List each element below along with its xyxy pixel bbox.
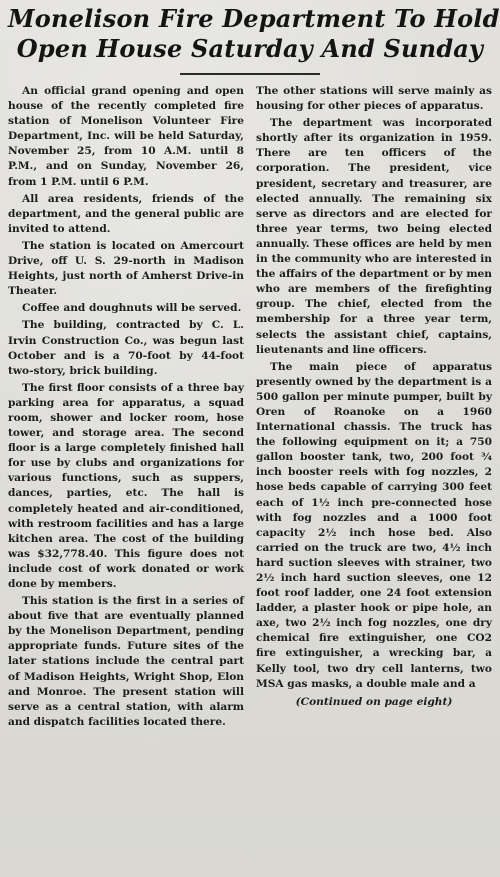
paragraph: An official grand opening and open house of the recently completed fire station of Monelison Volunteer Fire Department, Inc. will be held Saturday, November 25, from 10 A.M. until 8 P.M., and on Sunday, November 26, from 1 P.M. until 6 P.M.: [8, 85, 244, 188]
right-column: [256, 84, 492, 710]
paragraph: The building, contracted by C. L. Irvin Construction Co., was begun last October and is a 70-foot by 44-foot two-story, brick building.: [8, 319, 244, 377]
paragraph: The station is located on Amercourt Drive, off U. S. 29-north in Madison Heights, just north of Amherst Drive-in Theater.: [8, 239, 244, 298]
headline: [8, 4, 500, 64]
headline-line-1: Monelison Fire Department To Hold: [8, 4, 500, 33]
headline-rule: [180, 73, 320, 75]
paragraph: The department was incorporated shortly after its organization in 1959. There are ten officers of the corporation. The president, vice president, secretary and treasurer, are elected annually. The remaining six serve as directors and are elected for three year terms, two being elected annually. These offices are held by men in the community who are interested in the affairs of the department or by men who are members of the firefighting group. The chief, elected from the membership for a three year term, selects the assistant chief, captains, lieutenants and line officers.: [256, 117, 492, 356]
paragraph: The main piece of apparatus presently owned by the department is a 500 gallon per minute pumper, built by Oren of Roanoke on a 1960 International chassis. The truck has the following equipment on it; a 750 gallon booster tank, two, 200 foot ¾ inch booster reels with fog nozzles, 2 hose beds capable of carrying 300 feet each of 1½ inch pre-connected hose with fog nozzles and a 1000 foot capacity 2½ inch hose bed. Also carried on the truck are two, 4½ inch hard suction sleeves with strainer, two 2½ inch hard suction sleeves, one 12 foot roof ladder, one 24 foot extension ladder, a plaster hook or pipe hole, an axe, two 2½ inch fog nozzles, one dry chemical fire extinguisher, one CO2 fire extinguisher, a wrecking bar, a Kelly tool, two dry cell lanterns, two MSA gas masks, a double male and a: [256, 360, 492, 690]
left-column: [8, 84, 244, 732]
paragraph: The other stations will serve mainly as housing for other pieces of apparatus.: [256, 85, 492, 113]
continued-note: (Continued on page eight): [295, 695, 453, 708]
headline-line-2: Open House Saturday And Sunday: [16, 34, 484, 63]
paragraph: Coffee and doughnuts will be served.: [22, 302, 242, 315]
paragraph: The first floor consists of a three bay parking area for apparatus, a squad room, shower and locker room, hose tower, and storage area. The second floor is a large completely finished hall for use by clubs and organizations for various functions, such as suppers, dances, parties, etc. The hall is completely heated and air-conditioned, with restroom facilities and has a large kitchen area. The cost of the building was $32,778.40. This figure does not include cost of work donated or work done by members.: [8, 381, 244, 590]
article-body: [8, 84, 492, 732]
paragraph: This station is the first in a series of about five that are eventually planned by the Monelison Department, pending appropriate funds. Future sites of the later stations include the central part of Madison Heights, Wright Shop, Elon and Monroe. The present station will serve as a central station, with alarm and dispatch facilities located there.: [8, 595, 244, 728]
paragraph: All area residents, friends of the department, and the general public are invited to attend.: [8, 192, 244, 235]
